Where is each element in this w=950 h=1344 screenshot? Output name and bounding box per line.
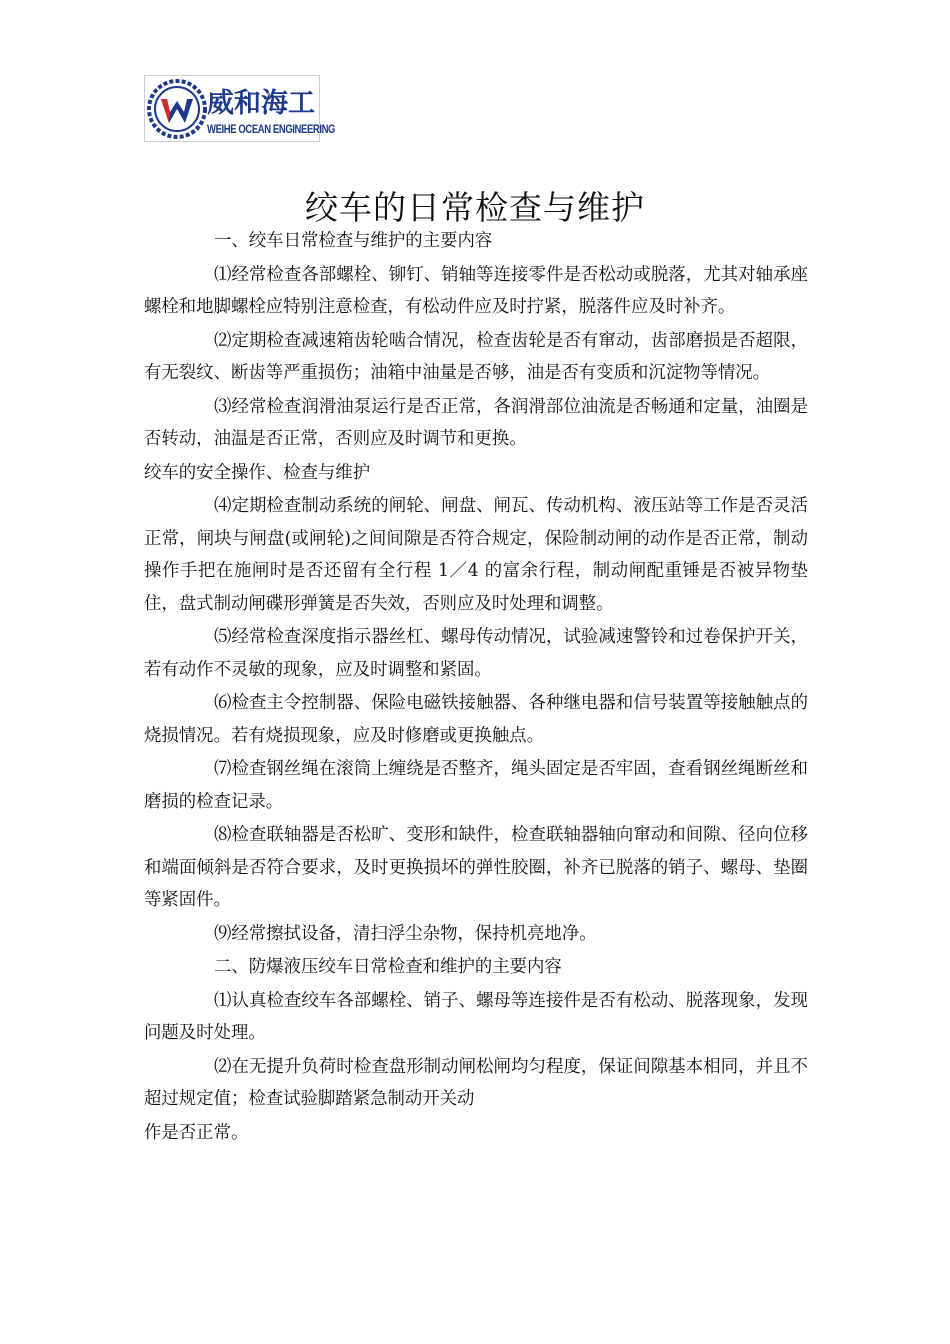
body-paragraph: 绞车的安全操作、检查与维护 — [144, 462, 371, 483]
body-paragraph: ⑺检查钢丝绳在滚筒上缠绕是否整齐，绳头固定是否牢固，查看钢丝绳断丝和磨损的检查记录。 — [144, 759, 808, 812]
body-paragraph: ⑷定期检查制动系统的闸轮、闸盘、闸瓦、传动机构、液压站等工作是否灵活正常，闸块与闸盘(或闸轮)之间间隙是否符合规定，保险制动闸的动作是否正常，制动操作手把在施闸时是否还留有全行程 1／4 的富余行程，制动闸配重锤是否被异物垫住，盘式制动闸碟形弹簧是否失效，否则应及时处理和调整。 — [144, 496, 808, 614]
section-heading: 一、绞车日常检查与维护的主要内容 — [214, 231, 493, 251]
section-heading: 二、防爆液压绞车日常检查和维护的主要内容 — [214, 957, 562, 977]
document-title: 绞车的日常检查与维护 — [305, 188, 645, 228]
body-paragraph: ⑸经常检查深度指示器丝杠、螺母传动情况，试验减速警铃和过卷保护开关，若有动作不灵敏的现象，应及时调整和紧固。 — [144, 627, 808, 680]
logo-emblem-icon — [147, 79, 207, 139]
body-paragraph: ⑼经常擦拭设备，清扫浮尘杂物，保持机亮地净。 — [214, 923, 597, 944]
body-paragraph: ⑴认真检查绞车各部螺栓、销子、螺母等连接件是否有松动、脱落现象，发现问题及时处理。 — [144, 990, 808, 1043]
body-paragraph: ⑵在无提升负荷时检查盘形制动闸松闸均匀程度，保证间隙基本相同，并且不超过规定值；检查试验脚踏紧急制动开关动 — [144, 1056, 808, 1109]
body-paragraph: 作是否正常。 — [144, 1122, 249, 1143]
company-logo — [144, 75, 336, 142]
body-paragraph: ⑻检查联轴器是否松旷、变形和缺件，检查联轴器轴向窜动和间隙、径向位移和端面倾斜是否符合要求，及时更换损坏的弹性胶圈，补齐已脱落的销子、螺母、垫圈等紧固件。 — [144, 825, 808, 910]
body-paragraph: ⑴经常检查各部螺栓、铆钉、销轴等连接零件是否松动或脱落，尤其对轴承座螺栓和地脚螺栓应特别注意检查，有松动件应及时拧紧，脱落件应及时补齐。 — [144, 264, 808, 317]
logo-text-en: WEIHE OCEAN ENGINEERING — [207, 123, 336, 137]
document-body — [144, 225, 808, 1150]
body-paragraph: ⑵定期检查减速箱齿轮啮合情况，检查齿轮是否有窜动，齿部磨损是否超限，有无裂纹、断齿等严重损伤；油箱中油量是否够，油是否有变质和沉淀物等情况。 — [144, 330, 808, 383]
logo-text-cn: 威和海工 — [207, 88, 315, 119]
body-paragraph: ⑶经常检查润滑油泵运行是否正常，各润滑部位油流是否畅通和定量，油圈是否转动，油温是否正常，否则应及时调节和更换。 — [144, 396, 808, 449]
body-paragraph: ⑹检查主令控制器、保险电磁铁接触器、各种继电器和信号装置等接触触点的烧损情况。若有烧损现象，应及时修磨或更换触点。 — [144, 693, 808, 746]
